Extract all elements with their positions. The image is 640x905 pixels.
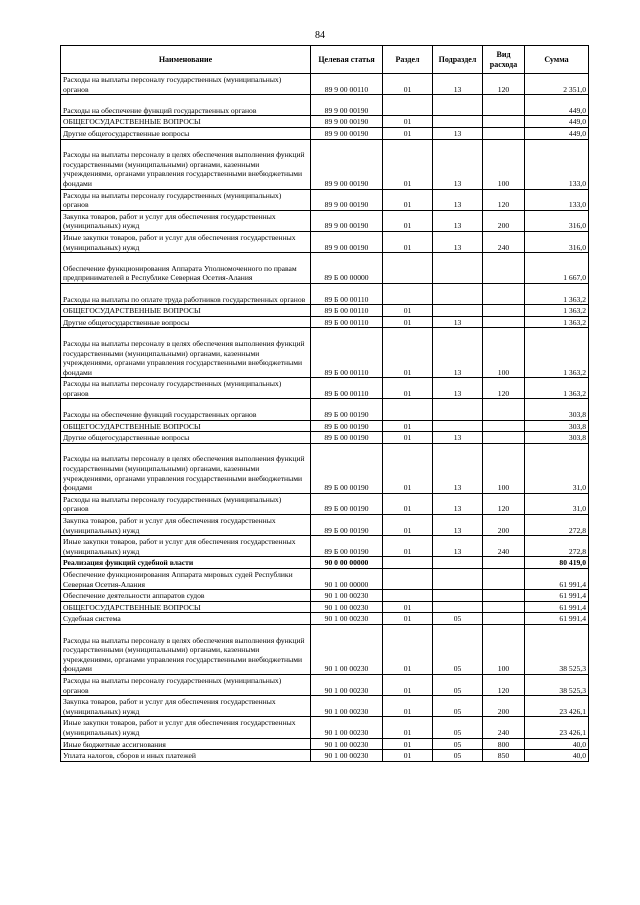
cell-target: 89 Б 00 00110: [311, 305, 383, 317]
cell-section: 01: [383, 624, 433, 674]
cell-name: Закупка товаров, работ и услуг для обеспечения государственных (муниципальных) нужд: [61, 696, 311, 717]
cell-section: [383, 590, 433, 602]
cell-subsection: [433, 116, 483, 128]
cell-section: 01: [383, 674, 433, 695]
cell-section: 01: [383, 231, 433, 252]
cell-name: ОБЩЕГОСУДАРСТВЕННЫЕ ВОПРОСЫ: [61, 601, 311, 613]
cell-name: Расходы на обеспечение функций государственных органов: [61, 95, 311, 116]
cell-subsection: [433, 283, 483, 304]
table-row: [61, 378, 589, 399]
table-header-row: [61, 46, 589, 74]
col-header-name: Наименование: [61, 46, 311, 74]
cell-target: 89 Б 00 00000: [311, 253, 383, 284]
cell-target: 89 Б 00 00190: [311, 515, 383, 536]
cell-kind: [483, 316, 525, 328]
cell-kind: [483, 127, 525, 139]
cell-kind: 200: [483, 515, 525, 536]
cell-section: 01: [383, 613, 433, 625]
table-row: [61, 253, 589, 284]
cell-section: 01: [383, 432, 433, 444]
cell-name: Обеспечение функционирования Аппарата мировых судей Республики Северная Осетия-Алания: [61, 569, 311, 590]
table-row: [61, 95, 589, 116]
cell-subsection: [433, 557, 483, 569]
table-row: [61, 210, 589, 231]
cell-kind: [483, 95, 525, 116]
cell-target: 90 1 00 00000: [311, 569, 383, 590]
cell-name: Иные бюджетные ассигнования: [61, 738, 311, 750]
cell-section: 01: [383, 696, 433, 717]
cell-sum: 23 426,1: [525, 696, 589, 717]
cell-kind: 200: [483, 210, 525, 231]
cell-kind: [483, 557, 525, 569]
cell-name: Иные закупки товаров, работ и услуг для обеспечения государственных (муниципальных) нужд: [61, 717, 311, 738]
table-row: [61, 674, 589, 695]
cell-section: 01: [383, 420, 433, 432]
cell-kind: [483, 613, 525, 625]
cell-kind: [483, 432, 525, 444]
cell-sum: 449,0: [525, 127, 589, 139]
cell-kind: 200: [483, 696, 525, 717]
cell-sum: 303,8: [525, 420, 589, 432]
table-row: [61, 116, 589, 128]
cell-target: 89 9 00 00190: [311, 139, 383, 189]
cell-name: Расходы на выплаты персоналу государственных (муниципальных) органов: [61, 493, 311, 514]
cell-target: 89 Б 00 00110: [311, 378, 383, 399]
cell-subsection: 05: [433, 738, 483, 750]
cell-target: 89 Б 00 00190: [311, 399, 383, 420]
table-row: [61, 613, 589, 625]
cell-subsection: 05: [433, 624, 483, 674]
cell-target: 89 9 00 00190: [311, 116, 383, 128]
col-header-sum: Сумма: [525, 46, 589, 74]
table-row: [61, 231, 589, 252]
cell-kind: [483, 305, 525, 317]
cell-subsection: 05: [433, 674, 483, 695]
cell-kind: [483, 420, 525, 432]
cell-target: 89 9 00 00190: [311, 95, 383, 116]
cell-subsection: [433, 253, 483, 284]
cell-section: 01: [383, 536, 433, 557]
table-row: [61, 399, 589, 420]
cell-section: 01: [383, 601, 433, 613]
cell-section: 01: [383, 127, 433, 139]
cell-kind: 120: [483, 674, 525, 695]
cell-target: 90 1 00 00230: [311, 590, 383, 602]
cell-section: 01: [383, 139, 433, 189]
cell-subsection: 13: [433, 328, 483, 378]
cell-target: 89 Б 00 00190: [311, 420, 383, 432]
cell-name: Другие общегосударственные вопросы: [61, 127, 311, 139]
cell-section: 01: [383, 378, 433, 399]
cell-subsection: [433, 399, 483, 420]
cell-name: Расходы на выплаты персоналу в целях обеспечения выполнения функций государственными (муниципальными) органами, казенными учреждениями, органами управления государственными внебюджетными фондами: [61, 443, 311, 493]
cell-target: 90 0 00 00000: [311, 557, 383, 569]
cell-subsection: 13: [433, 443, 483, 493]
cell-name: Расходы на выплаты по оплате труда работников государственных органов: [61, 283, 311, 304]
cell-target: 90 1 00 00230: [311, 601, 383, 613]
col-header-subsection: Подраздел: [433, 46, 483, 74]
cell-kind: [483, 590, 525, 602]
cell-section: 01: [383, 328, 433, 378]
cell-sum: 2 351,0: [525, 74, 589, 95]
table-row: [61, 515, 589, 536]
cell-target: 89 Б 00 00190: [311, 443, 383, 493]
cell-subsection: 13: [433, 74, 483, 95]
table-row: [61, 189, 589, 210]
cell-name: Уплата налогов, сборов и иных платежей: [61, 750, 311, 762]
page-number: 84: [315, 30, 325, 41]
cell-target: 89 9 00 00190: [311, 210, 383, 231]
cell-subsection: [433, 569, 483, 590]
cell-kind: 800: [483, 738, 525, 750]
cell-name: Расходы на выплаты персоналу в целях обеспечения выполнения функций государственными (муниципальными) органами, казенными учреждениями, органами управления государственными внебюджетными фондами: [61, 139, 311, 189]
cell-name: Другие общегосударственные вопросы: [61, 316, 311, 328]
table-row: [61, 283, 589, 304]
cell-sum: 1 667,0: [525, 253, 589, 284]
cell-subsection: [433, 420, 483, 432]
cell-subsection: [433, 601, 483, 613]
cell-target: 89 Б 00 00110: [311, 328, 383, 378]
cell-section: 01: [383, 738, 433, 750]
cell-subsection: 13: [433, 189, 483, 210]
cell-kind: 100: [483, 624, 525, 674]
cell-sum: 1 363,2: [525, 378, 589, 399]
table-row: [61, 717, 589, 738]
table-row: [61, 420, 589, 432]
cell-name: Расходы на выплаты персоналу государственных (муниципальных) органов: [61, 189, 311, 210]
cell-name: Иные закупки товаров, работ и услуг для обеспечения государственных (муниципальных) нужд: [61, 536, 311, 557]
cell-section: 01: [383, 717, 433, 738]
table-row: [61, 696, 589, 717]
table-row: [61, 493, 589, 514]
table-row: [61, 590, 589, 602]
cell-target: 89 Б 00 00110: [311, 316, 383, 328]
cell-subsection: [433, 305, 483, 317]
cell-section: [383, 557, 433, 569]
cell-name: Расходы на выплаты персоналу государственных (муниципальных) органов: [61, 378, 311, 399]
cell-section: [383, 95, 433, 116]
cell-sum: 133,0: [525, 139, 589, 189]
cell-section: 01: [383, 750, 433, 762]
cell-section: [383, 569, 433, 590]
cell-name: Расходы на выплаты персоналу в целях обеспечения выполнения функций государственными (муниципальными) органами, казенными учреждениями, органами управления государственными внебюджетными фондами: [61, 328, 311, 378]
cell-subsection: [433, 95, 483, 116]
cell-name: Расходы на выплаты персоналу в целях обеспечения выполнения функций государственными (муниципальными) органами, казенными учреждениями, органами управления государственными внебюджетными фондами: [61, 624, 311, 674]
cell-subsection: 05: [433, 696, 483, 717]
cell-name: Закупка товаров, работ и услуг для обеспечения государственных (муниципальных) нужд: [61, 515, 311, 536]
cell-target: 89 9 00 00110: [311, 74, 383, 95]
cell-target: 89 Б 00 00190: [311, 536, 383, 557]
cell-sum: 40,0: [525, 750, 589, 762]
cell-target: 90 1 00 00230: [311, 613, 383, 625]
table-row: [61, 74, 589, 95]
cell-kind: 120: [483, 378, 525, 399]
table-row: [61, 624, 589, 674]
cell-section: [383, 253, 433, 284]
cell-target: 89 Б 00 00110: [311, 283, 383, 304]
table-row: [61, 601, 589, 613]
cell-sum: 1 363,2: [525, 316, 589, 328]
cell-section: [383, 399, 433, 420]
cell-target: 89 Б 00 00190: [311, 432, 383, 444]
cell-kind: 240: [483, 231, 525, 252]
col-header-kind: Вид расхода: [483, 46, 525, 74]
table-row: [61, 328, 589, 378]
table-row: [61, 432, 589, 444]
cell-sum: 316,0: [525, 231, 589, 252]
cell-sum: 133,0: [525, 189, 589, 210]
cell-name: ОБЩЕГОСУДАРСТВЕННЫЕ ВОПРОСЫ: [61, 116, 311, 128]
cell-kind: [483, 399, 525, 420]
cell-sum: 449,0: [525, 116, 589, 128]
col-header-target: Целевая статья: [311, 46, 383, 74]
cell-kind: 120: [483, 74, 525, 95]
table-row: [61, 536, 589, 557]
cell-kind: [483, 116, 525, 128]
cell-target: 90 1 00 00230: [311, 750, 383, 762]
col-header-section: Раздел: [383, 46, 433, 74]
cell-name: Расходы на выплаты персоналу государственных (муниципальных) органов: [61, 74, 311, 95]
cell-sum: 40,0: [525, 738, 589, 750]
cell-subsection: 05: [433, 750, 483, 762]
table-row: [61, 139, 589, 189]
cell-kind: 100: [483, 443, 525, 493]
cell-target: 90 1 00 00230: [311, 717, 383, 738]
cell-subsection: 13: [433, 139, 483, 189]
cell-subsection: 13: [433, 210, 483, 231]
cell-sum: 272,8: [525, 515, 589, 536]
table-row: [61, 569, 589, 590]
cell-sum: 31,0: [525, 493, 589, 514]
cell-sum: 80 419,0: [525, 557, 589, 569]
cell-name: Закупка товаров, работ и услуг для обеспечения государственных (муниципальных) нужд: [61, 210, 311, 231]
cell-sum: 38 525,3: [525, 624, 589, 674]
cell-name: Расходы на обеспечение функций государственных органов: [61, 399, 311, 420]
cell-sum: 1 363,2: [525, 283, 589, 304]
cell-kind: 100: [483, 328, 525, 378]
cell-target: 90 1 00 00230: [311, 624, 383, 674]
cell-kind: 240: [483, 536, 525, 557]
cell-sum: 272,8: [525, 536, 589, 557]
cell-section: 01: [383, 189, 433, 210]
cell-subsection: 13: [433, 493, 483, 514]
table-row: [61, 750, 589, 762]
cell-sum: 61 991,4: [525, 590, 589, 602]
cell-section: 01: [383, 116, 433, 128]
cell-sum: 303,8: [525, 399, 589, 420]
table-row: [61, 557, 589, 569]
cell-kind: [483, 569, 525, 590]
cell-section: 01: [383, 305, 433, 317]
cell-target: 89 Б 00 00190: [311, 493, 383, 514]
cell-name: Расходы на выплаты персоналу государственных (муниципальных) органов: [61, 674, 311, 695]
cell-sum: 316,0: [525, 210, 589, 231]
cell-subsection: 13: [433, 231, 483, 252]
cell-section: 01: [383, 316, 433, 328]
cell-section: 01: [383, 74, 433, 95]
cell-name: Другие общегосударственные вопросы: [61, 432, 311, 444]
cell-subsection: 13: [433, 432, 483, 444]
cell-sum: 38 525,3: [525, 674, 589, 695]
cell-target: 90 1 00 00230: [311, 738, 383, 750]
cell-subsection: 13: [433, 127, 483, 139]
cell-sum: 1 363,2: [525, 305, 589, 317]
table-row: [61, 316, 589, 328]
cell-sum: 61 991,4: [525, 569, 589, 590]
cell-kind: [483, 601, 525, 613]
cell-target: 90 1 00 00230: [311, 696, 383, 717]
cell-section: 01: [383, 443, 433, 493]
cell-target: 89 9 00 00190: [311, 231, 383, 252]
cell-section: 01: [383, 210, 433, 231]
table-row: [61, 127, 589, 139]
cell-subsection: [433, 590, 483, 602]
cell-name: Реализация функций судебной власти: [61, 557, 311, 569]
cell-subsection: 13: [433, 515, 483, 536]
cell-name: ОБЩЕГОСУДАРСТВЕННЫЕ ВОПРОСЫ: [61, 305, 311, 317]
cell-sum: 61 991,4: [525, 613, 589, 625]
table-row: [61, 443, 589, 493]
cell-section: 01: [383, 493, 433, 514]
cell-kind: 240: [483, 717, 525, 738]
cell-sum: 1 363,2: [525, 328, 589, 378]
cell-subsection: 05: [433, 613, 483, 625]
cell-name: Судебная система: [61, 613, 311, 625]
cell-sum: 31,0: [525, 443, 589, 493]
cell-sum: 61 991,4: [525, 601, 589, 613]
cell-subsection: 13: [433, 536, 483, 557]
cell-name: ОБЩЕГОСУДАРСТВЕННЫЕ ВОПРОСЫ: [61, 420, 311, 432]
cell-kind: [483, 253, 525, 284]
cell-name: Обеспечение функционирования Аппарата Уполномоченного по правам предпринимателей в Республике Северная Осетия-Алания: [61, 253, 311, 284]
cell-sum: 303,8: [525, 432, 589, 444]
cell-target: 89 9 00 00190: [311, 127, 383, 139]
cell-kind: [483, 283, 525, 304]
cell-name: Иные закупки товаров, работ и услуг для обеспечения государственных (муниципальных) нужд: [61, 231, 311, 252]
cell-subsection: 13: [433, 316, 483, 328]
cell-sum: 449,0: [525, 95, 589, 116]
cell-subsection: 05: [433, 717, 483, 738]
budget-table: [60, 45, 589, 762]
cell-target: 89 9 00 00190: [311, 189, 383, 210]
cell-kind: 120: [483, 189, 525, 210]
cell-section: 01: [383, 515, 433, 536]
cell-kind: 120: [483, 493, 525, 514]
cell-name: Обеспечение деятельности аппаратов судов: [61, 590, 311, 602]
table-row: [61, 305, 589, 317]
cell-sum: 23 426,1: [525, 717, 589, 738]
cell-target: 90 1 00 00230: [311, 674, 383, 695]
table-row: [61, 738, 589, 750]
cell-kind: 850: [483, 750, 525, 762]
cell-kind: 100: [483, 139, 525, 189]
cell-subsection: 13: [433, 378, 483, 399]
table-body: [61, 74, 589, 762]
cell-section: [383, 283, 433, 304]
